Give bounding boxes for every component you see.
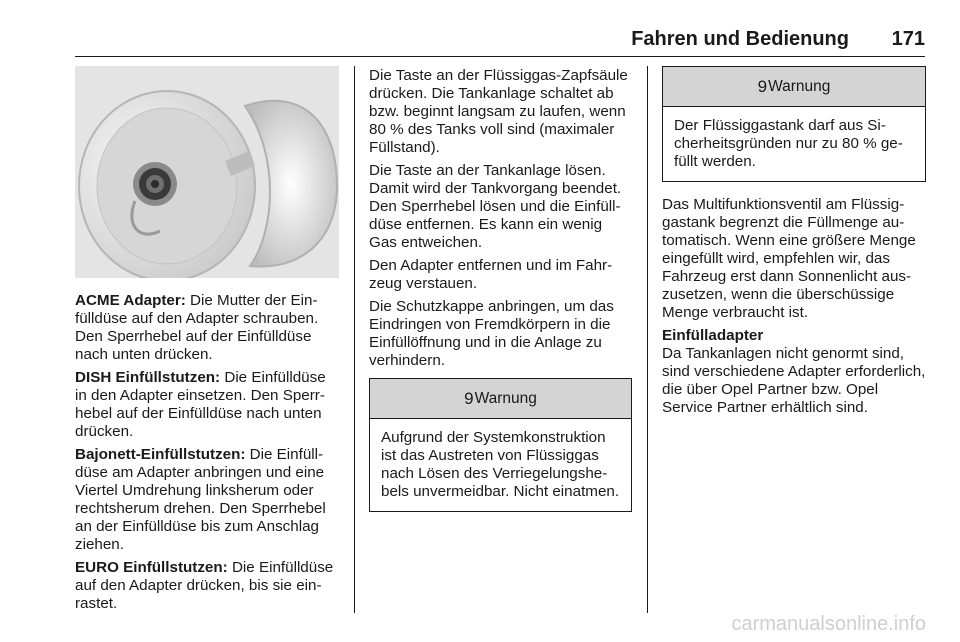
paragraph-protective-cap: Die Schutzkappe anbringen, um das Eindringen von Fremdkörpern in die Einfüllöffnung und in die Anlage zu verhindern. — [369, 298, 614, 369]
paragraph-bajonett — [75, 446, 339, 554]
paragraph-release-button: Die Taste an der Tankanlage lösen. Damit wird der Tankvorgang beendet. Den Sperrhebel lösen und die Einfülldüse entfernen. Es kann ein wenig Gas entweichen. — [369, 162, 622, 251]
paragraph-acme — [75, 292, 339, 364]
warning-text: Der Flüssiggastank darf aus Sicherheitsgründen nur zu 80 % gefüllt werden. — [674, 117, 903, 170]
warning-box-tank — [662, 66, 926, 182]
warning-title: Warnung — [474, 389, 537, 407]
warning-icon: 9 — [757, 76, 768, 96]
text-acme: Die Mutter der Einfülldüse auf den Adapter schrauben. Den Sperrhebel auf der Einfülldüse nach unten drücken. — [75, 292, 319, 363]
page-header — [75, 0, 925, 58]
warning-text: Aufgrund der Systemkonstruktion ist das Austreten von Flüssiggas nach Lösen des Verriegelungshebels unvermeidbar. Nicht einatmen. — [381, 429, 620, 500]
warning-icon: 9 — [464, 388, 474, 408]
subheading-filler-adapter: Einfülladapter — [662, 327, 764, 344]
page-number: 171 — [891, 28, 925, 50]
paragraph-press-button: Die Taste an der Flüssiggas-Zapfsäule drücken. Die Tankanlage schaltet ab bzw. beginnt langsam zu laufen, wenn 80 % des Tanks voll sind (maximaler Füllstand). — [369, 67, 628, 156]
label-euro: EURO Einfüllstutzen: — [75, 559, 228, 576]
warning-box-gas — [369, 378, 632, 512]
text-euro: Die Einfülldüse auf den Adapter drücken, bis sie einrastet. — [75, 559, 334, 612]
column-divider-1 — [354, 66, 355, 613]
label-dish: DISH Einfüllstutzen: — [75, 369, 221, 386]
label-acme: ACME Adapter: — [75, 292, 186, 309]
column-2 — [369, 67, 632, 526]
paragraph-filler-adapter: Da Tankanlagen nicht genormt sind, sind verschiedene Adapter erforderlich, die über Opel Partner bzw. Opel Service Partner erhältlich sind. — [662, 345, 926, 416]
paragraph-dish — [75, 369, 339, 441]
label-bajonett: Bajonett-Einfüllstutzen: — [75, 446, 246, 463]
header-rule — [75, 56, 925, 57]
column-3 — [662, 66, 926, 422]
column-divider-2 — [647, 66, 648, 613]
paragraph-euro — [75, 559, 339, 613]
page-title: Fahren und Bedienung — [631, 28, 849, 50]
warning-header — [663, 67, 925, 107]
column-1 — [75, 66, 339, 618]
paragraph-multifunction-valve: Das Multifunktionsventil am Flüssiggastank begrenzt die Füllmenge automatisch. Wenn eine größere Menge eingefüllt wird, empfehlen wir, das Fahrzeug erst dann Sonnenlicht auszusetzen, wenn die überschüssige Menge verbraucht ist. — [662, 196, 916, 321]
paragraph-remove-adapter: Den Adapter entfernen und im Fahrzeug verstauen. — [369, 257, 613, 292]
fuel-filler-nozzle-icon — [75, 66, 339, 278]
watermark: carmanualsonline.info — [731, 613, 926, 635]
warning-header — [370, 379, 631, 419]
text-bajonett: Die Einfülldüse am Adapter anbringen und eine Viertel Umdrehung linksherum oder rechtsherum drehen. Den Sperrhebel an der Einfülldüse bis zum Anschlag ziehen. — [75, 446, 326, 553]
warning-title: Warnung — [768, 77, 831, 95]
text-dish: Die Einfülldüse in den Adapter einsetzen. Den Sperrhebel auf der Einfülldüse nach unten drücken. — [75, 369, 326, 440]
fuel-filler-figure — [75, 66, 339, 278]
